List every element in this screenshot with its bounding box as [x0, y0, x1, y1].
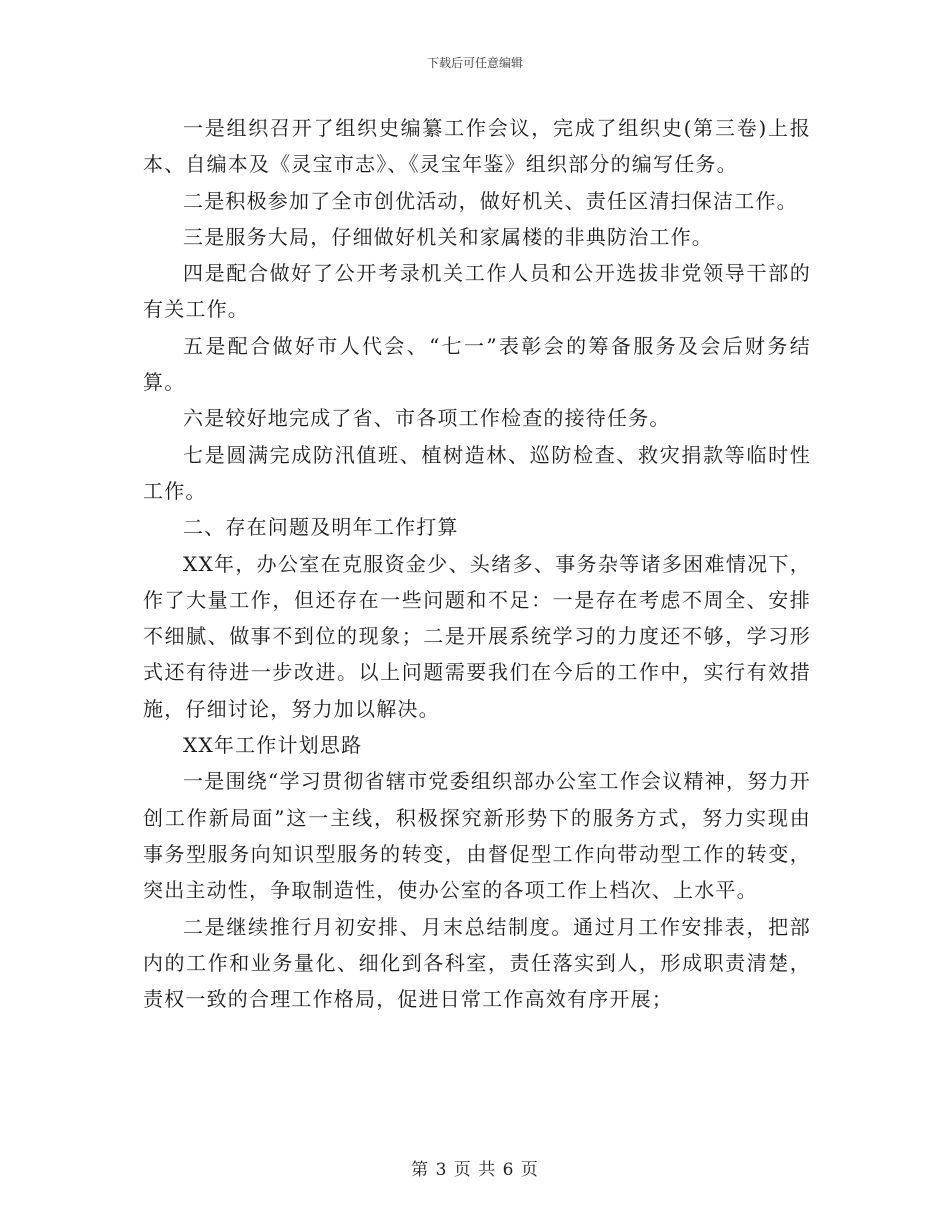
paragraph-2: 二是积极参加了全市创优活动，做好机关、责任区清扫保洁工作。 [183, 188, 798, 213]
page-number-footer: 第 3 页 共 6 页 [411, 1160, 539, 1180]
paragraph-4: 四是配合做好了公开考录机关工作人员和公开选拔非党领导干部的有关工作。 [143, 261, 811, 322]
paragraph-6: 六是较好地完成了省、市各项工作检查的接待任务。 [183, 406, 671, 431]
paragraph-plan-1: 一是围绕“学习贯彻省辖市党委组织部办公室工作会议精神，努力开创工作新局面”这一主线，积极探究新形势下的服务方式，努力实现由事务型服务向知识型服务的转变，由督促型工作向带动型工作的转变，突出主动性，争取制造性，使办公室的各项工作上档次、上水平。 [143, 769, 811, 903]
paragraph-1: 一是组织召开了组织史编纂工作会议，完成了组织史(第三卷)上报本、自编本及《灵宝市志》、《灵宝年鉴》组织部分的编写任务。 [143, 116, 811, 177]
paragraph-7: 七是圆满完成防汛值班、植树造林、巡防检查、救灾捐款等临时性工作。 [143, 442, 811, 503]
paragraph-5: 五是配合做好市人代会、“七一”表彰会的筹备服务及会后财务结算。 [143, 333, 811, 395]
section-heading-problems: 二、存在问题及明年工作打算 [183, 515, 459, 540]
page-header: 下载后可任意编辑 [426, 56, 523, 70]
section-heading-plan: XX年工作计划思路 [183, 733, 363, 758]
paragraph-3: 三是服务大局，仔细做好机关和家属楼的非典防治工作。 [183, 224, 713, 249]
document-body [143, 110, 811, 1017]
paragraph-plan-2: 二是继续推行月初安排、月末总结制度。通过月工作安排表，把部内的工作和业务量化、细化到各科室，责任落实到人，形成职责清楚，责权一致的合理工作格局，促进日常工作高效有序开展； [143, 914, 811, 1012]
paragraph-problems: XX年，办公室在克服资金少、头绪多、事务杂等诸多困难情况下，作了大量工作，但还存在一些问题和不足：一是存在考虑不周全、安排不细腻、做事不到位的现象；二是开展系统学习的力度还不够，学习形式还有待进一步改进。以上问题需要我们在今后的工作中，实行有效措施，仔细讨论，努力加以解决。 [143, 551, 811, 721]
